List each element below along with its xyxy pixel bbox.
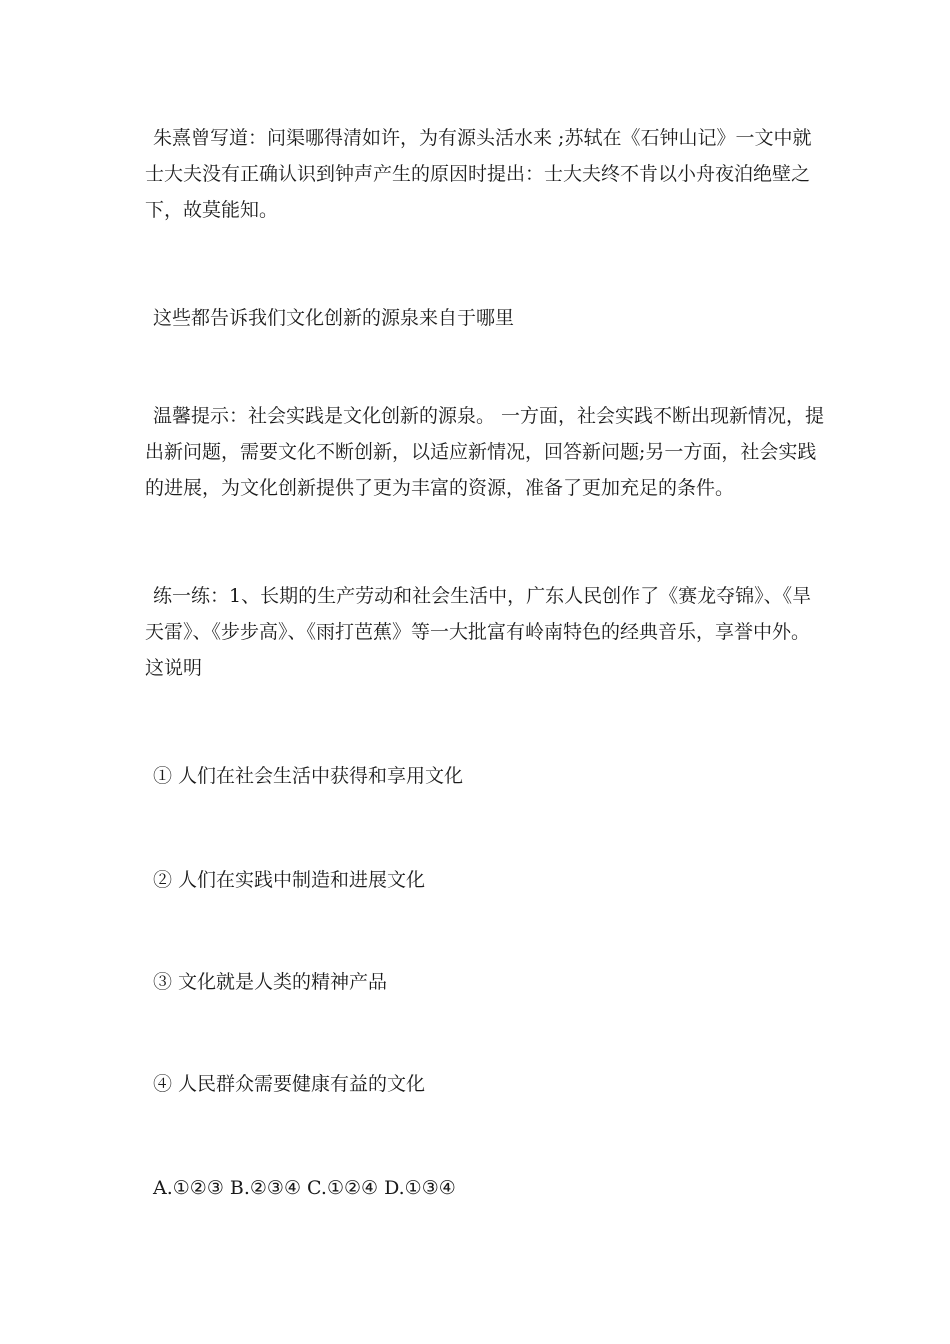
- paragraph-hint: [145, 398, 825, 506]
- answer-choices-text: A.①②③ B.②③④ C.①②④ D.①③④: [153, 1177, 456, 1199]
- option-4: [145, 1066, 825, 1102]
- option-text: ① 人们在社会生活中获得和享用文化: [153, 765, 464, 787]
- option-text: ④ 人民群众需要健康有益的文化: [153, 1073, 426, 1095]
- paragraph-text: 练一练：1、长期的生产劳动和社会生活中，广东人民创作了《赛龙夺锦》、《旱天雷》、《步步高》、《雨打芭蕉》等一大批富有岭南特色的经典音乐，享誉中外。这说明: [145, 585, 812, 679]
- paragraph-text: 这些都告诉我们文化创新的源泉来自于哪里: [153, 307, 515, 329]
- option-text: ③ 文化就是人类的精神产品: [153, 971, 388, 993]
- option-2: [145, 862, 825, 898]
- paragraph-question: [145, 300, 825, 336]
- option-text: ② 人们在实践中制造和进展文化: [153, 869, 426, 891]
- paragraph-text: 朱熹曾写道：问渠哪得清如许，为有源头活水来 ;苏轼在《石钟山记》一文中就士大夫没有正确认识到钟声产生的原因时提出：士大夫终不肯以小舟夜泊绝壁之下，故莫能知。: [145, 127, 812, 221]
- paragraph-exercise: [145, 578, 825, 686]
- option-1: [145, 758, 825, 794]
- paragraph-text: 温馨提示：社会实践是文化创新的源泉。 一方面，社会实践不断出现新情况，提出新问题，需要文化不断创新，以适应新情况，回答新问题;另一方面，社会实践的进展，为文化创新提供了更为丰富的资源，准备了更加充足的条件。: [145, 405, 825, 499]
- answer-choices: [145, 1170, 825, 1206]
- option-3: [145, 964, 825, 1000]
- paragraph-zhu-xi-quote: [145, 120, 825, 228]
